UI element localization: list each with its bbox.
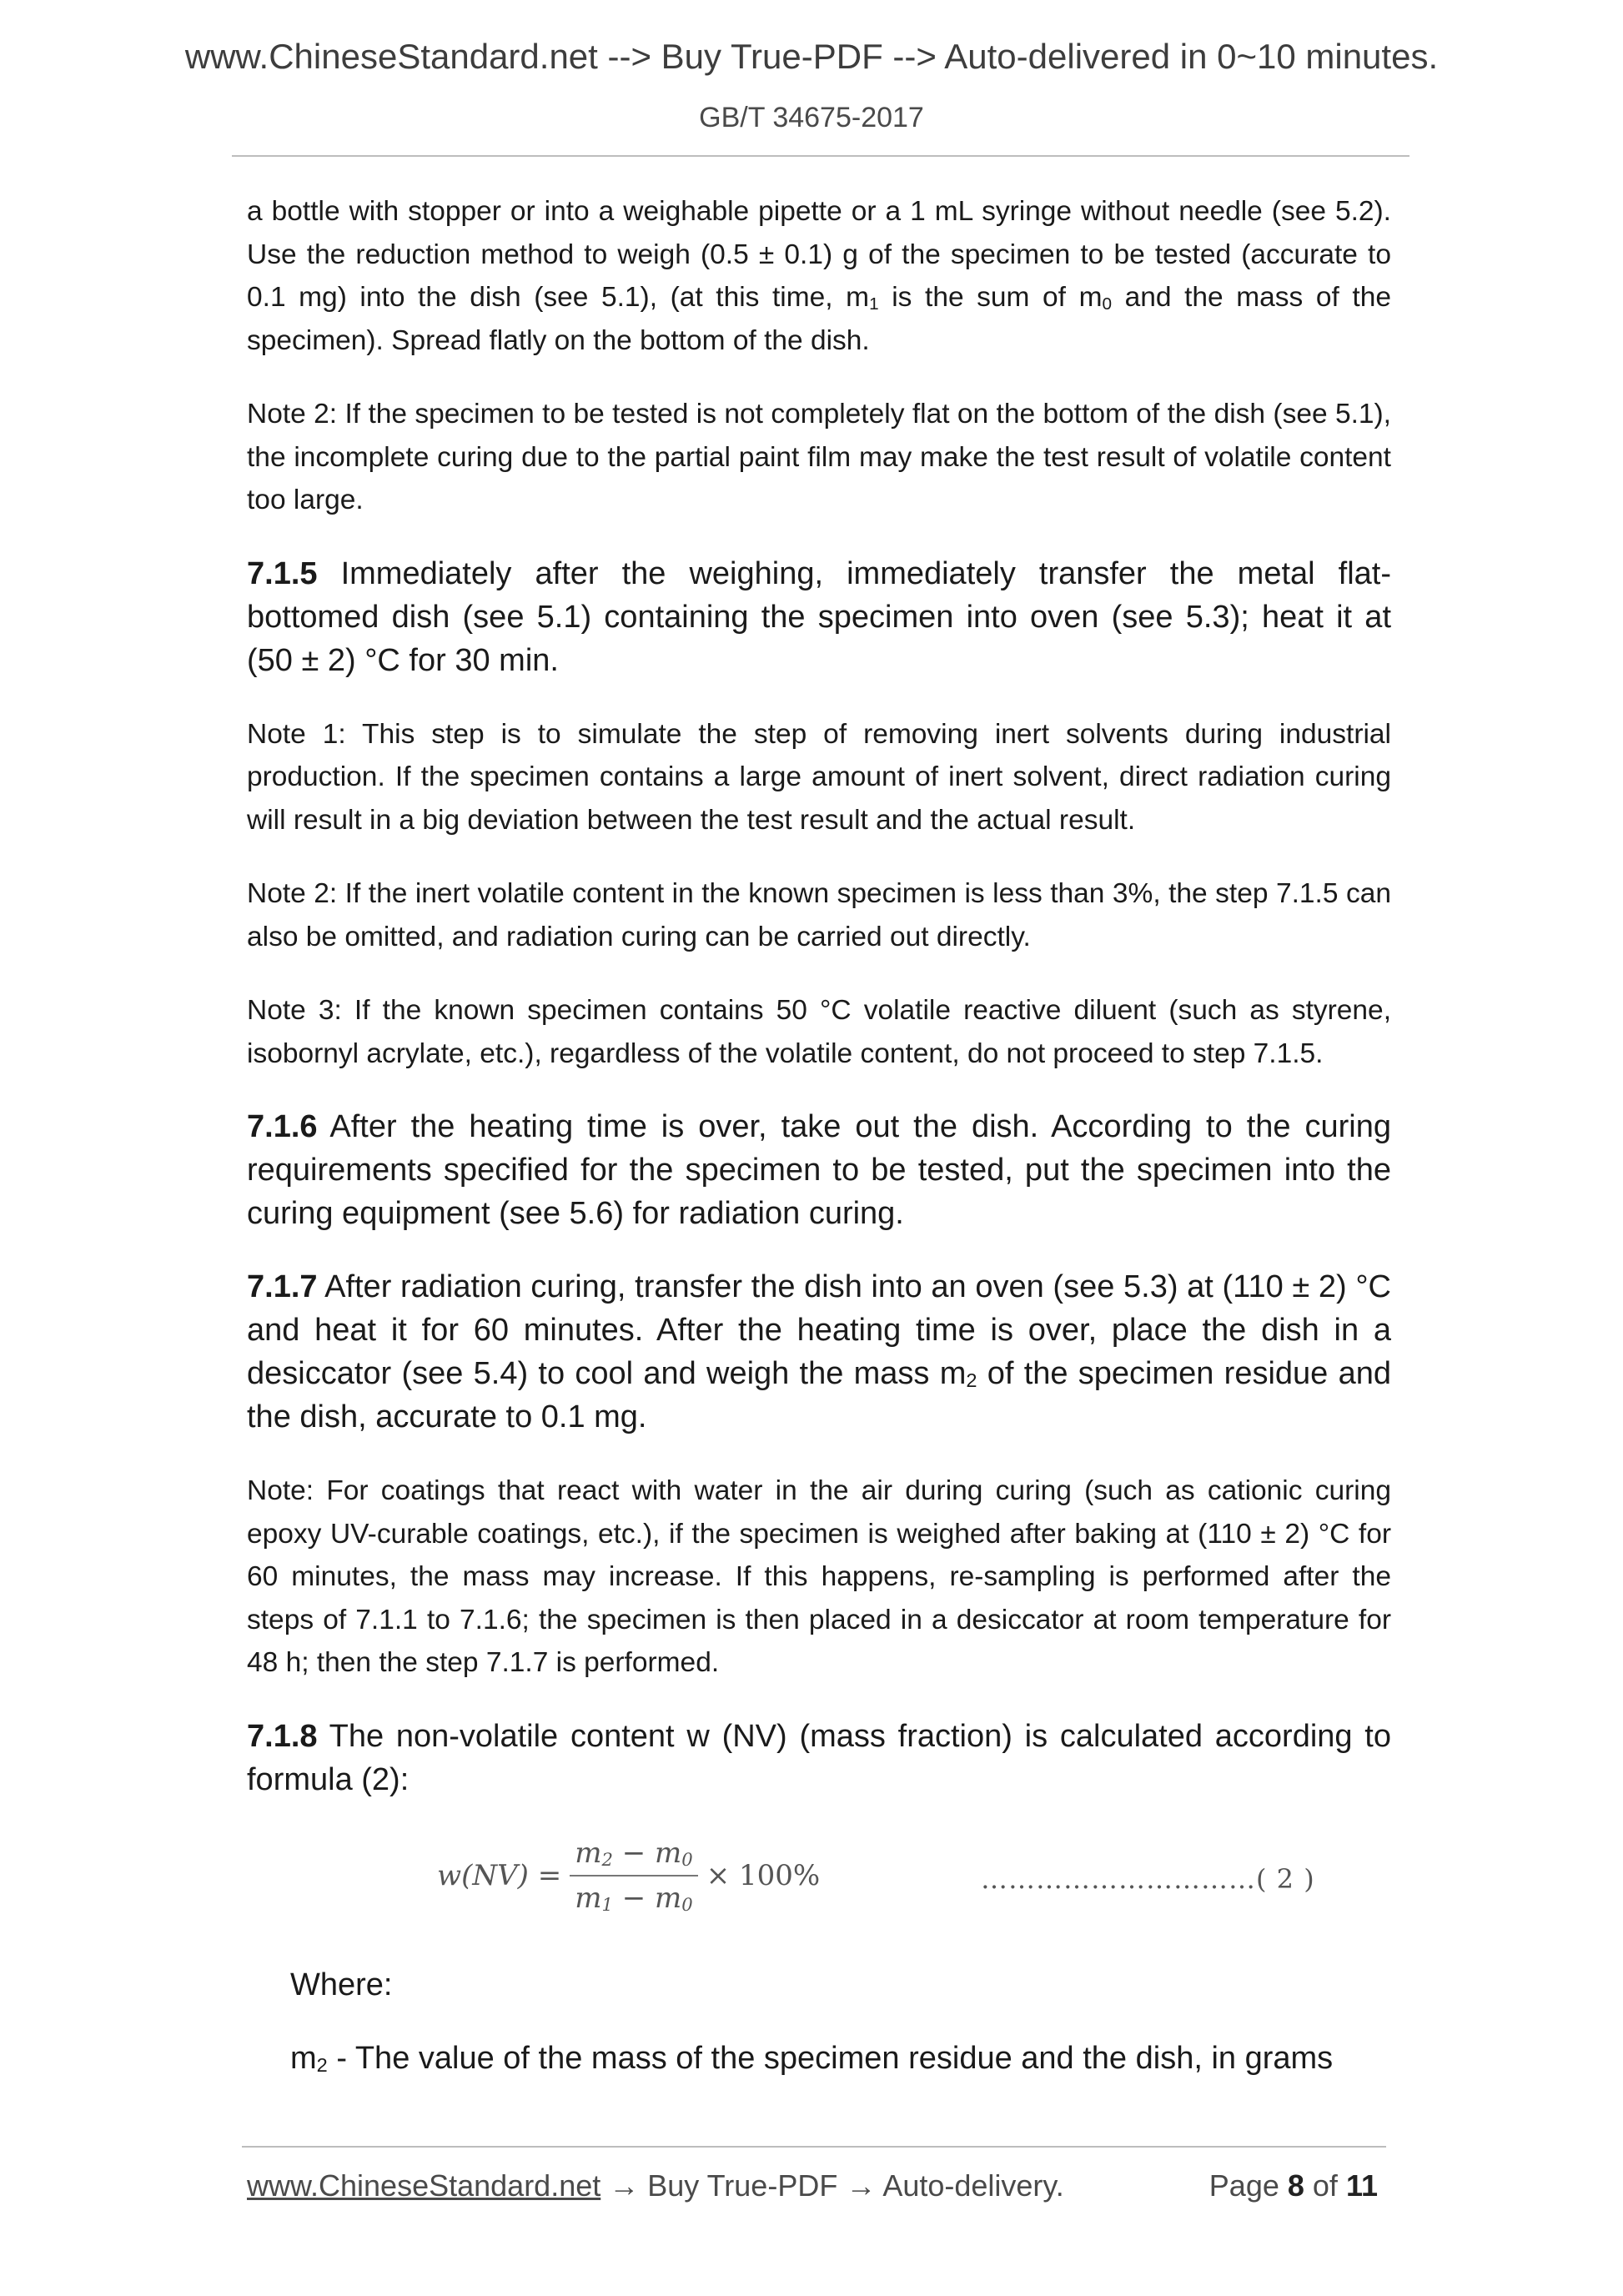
page-content — [247, 190, 1391, 2080]
formula-numerator: $m_2 - m_0$ — [575, 1836, 693, 1870]
page-counter: Page 8 of 11 — [1208, 2168, 1378, 2203]
note-reactive-diluent: Note 3: If the known specimen contains 50 °C volatile reactive diluent (such as styrene, isobornyl acrylate, etc.), regardless of the volatile content, do not proceed to step 7.1.5. — [247, 995, 1391, 1069]
note-inert-solvent: Note 1: This step is to simulate the step of removing inert solvents during industrial production. If the specimen contains a large amount of inert solvent, direct radiation curing will result in a big deviation between the test result and the actual result. — [247, 718, 1391, 836]
footer-promo: www.ChineseStandard.net → Buy True-PDF → Auto-delivery. — [247, 2168, 1064, 2203]
definition-m2: $m_2$ - The value of the mass of the specimen residue and the dish, in grams — [290, 2040, 1334, 2076]
section-7-1-8: 7.1.8 The non-volatile content w (NV) (mass fraction) is calculated according to formula (2): — [247, 1718, 1391, 1797]
section-7-1-7: 7.1.7 After radiation curing, transfer the dish into an oven (see 5.3) at (110 ± 2) °C and heat it for 60 minutes. After the heating time is over, place the dish in a desiccator (see 5.4) to cool and weigh the mass $m_2$ of the specimen residue and the dish, accurate to 0.1 mg. — [247, 1269, 1391, 1434]
formula-denominator: $m_1 - m_0$ — [575, 1881, 693, 1915]
current-page: 8 — [1287, 2168, 1304, 2203]
section-7-1-6: 7.1.6 After the heating time is over, take out the dish. According to the curing requirements specified for the specimen to be tested, put the specimen into the curing equipment (see 5.6) for radiation curing. — [247, 1109, 1391, 1231]
note-omit-step: Note 2: If the inert volatile content in the known specimen is less than 3%, the step 7.1.5 can also be omitted, and radiation curing can be carried out directly. — [247, 878, 1391, 952]
note-flatness: Note 2: If the specimen to be tested is not completely flat on the bottom of the dish (see 5.1), the incomplete curing due to the partial paint film may make the test result of volatile content too large. — [247, 399, 1391, 515]
document-id: GB/T 34675-2017 — [699, 102, 924, 133]
formula-2 — [247, 1826, 1391, 1943]
where-label: Where: — [290, 1967, 393, 2002]
fraction-bar — [570, 1875, 697, 1876]
paragraph-specimen-weighing: a bottle with stopper or into a weighable pipette or a 1 mL syringe without needle (see 5.2). Use the reduction method to weigh (0.5 ± 0.1) g of the specimen to be tested (accurate to 0.1 mg) into the dish (see 5.1), (at this time, $m_1$ is the sum of $m_0$ and the mass of the specimen). Spread flatly on the bottom of the dish. — [247, 196, 1391, 356]
equation-number: …………………………( 2 ) — [981, 1862, 1315, 1895]
note-cationic-coatings: Note: For coatings that react with water in the air during curing (such as cationic curing epoxy UV-curable coatings, etc.), if the specimen is weighed after baking at (110 ± 2) °C for 60 minutes, the mass may increase. If this happens, re-sampling is performed after the steps of 7.1.1 to 7.1.6; the specimen is then placed in a desiccator at room temperature for 48 h; then the step 7.1.7 is performed. — [247, 1475, 1391, 1678]
formula-expression — [437, 1836, 820, 1915]
footer-site-link[interactable]: www.ChineseStandard.net — [247, 2168, 601, 2203]
site-banner: www.ChineseStandard.net --> Buy True-PDF --> Auto-delivered in 0~10 minutes. — [184, 37, 1439, 76]
total-pages: 11 — [1345, 2168, 1378, 2203]
formula-fraction — [570, 1836, 697, 1915]
section-7-1-5: 7.1.5 Immediately after the weighing, immediately transfer the metal flat-bottomed dish (see 5.1) containing the specimen into oven (see 5.3); heat it at (50 ± 2) °C for 30 min. — [247, 555, 1391, 678]
formula-lhs: w(NV) = — [437, 1858, 562, 1892]
header-divider — [232, 155, 1409, 157]
footer-divider — [242, 2146, 1386, 2148]
formula-rhs: × 100% — [706, 1858, 821, 1892]
